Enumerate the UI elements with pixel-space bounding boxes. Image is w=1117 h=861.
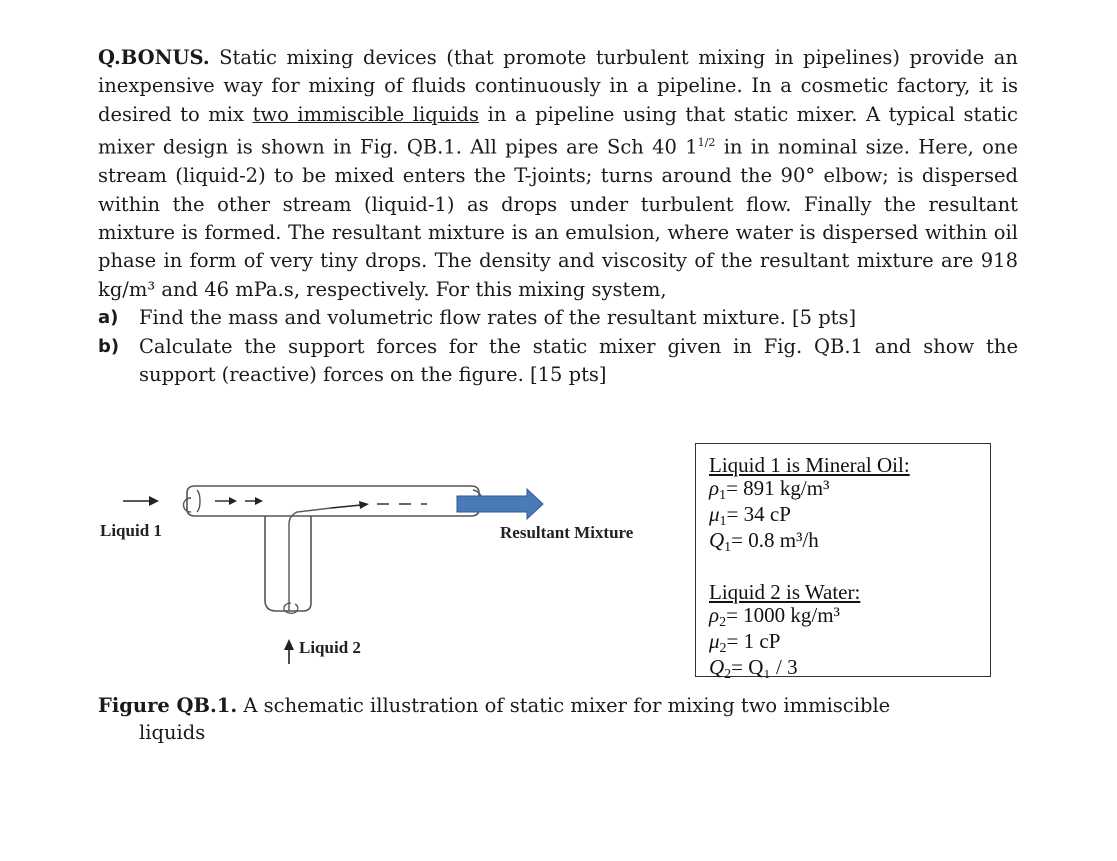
sub-question-label: a) — [98, 307, 119, 329]
sub-question-a — [98, 304, 1018, 332]
inlet-flange — [184, 490, 201, 512]
sub-question-b — [98, 333, 1018, 390]
internal-flow-arrow — [215, 497, 237, 505]
liquid2-label: Liquid 2 — [299, 638, 361, 657]
sub-question-text: Find the mass and volumetric flow rates of the resultant mixture. [5 pts] — [139, 306, 857, 330]
intro-text-1: Static mixing devices (that promote turbulent mixing in pipelines) provide an inexpensive way for mixing of fluids continuously in a pipeline. In a cosmetic factory, it is desired to mix — [98, 46, 1018, 126]
problem-statement — [98, 44, 1018, 389]
intro-text-3: in in nominal size. Here, one stream (liquid-2) to be mixed enters the T-joints; turns around the 90° elbow; is dispersed within the other stream (liquid-1) as drops under turbulent flow. Finally the resultant mixture is formed. The resultant mixture is an emulsion, where water is dispersed within oil phase in form of very tiny drops. The density and viscosity of the resultant mixture are 918 kg/m³ and 46 mPa.s, respectively. For this mixing system, — [98, 135, 1018, 301]
caption-text: A schematic illustration of static mixer for mixing two immiscible — [237, 694, 891, 717]
resultant-mixture-arrow — [457, 489, 543, 519]
liquid1-heading: Liquid 1 is Mineral Oil: — [709, 453, 910, 477]
caption-continuation: liquids — [139, 721, 206, 744]
sub-question-text: Calculate the support forces for the static mixer given in Fig. QB.1 and show the support (reactive) forces on the figure. [15 pts] — [139, 334, 1018, 386]
liquid1-label: Liquid 1 — [100, 521, 162, 540]
question-tag: Q.BONUS. — [98, 46, 210, 69]
liquid2-flowrate: Q 2 = Q₁ / 3 — [709, 655, 798, 682]
problem-paragraph — [98, 44, 1018, 304]
pipe-size-fraction: 1/2 — [697, 136, 716, 150]
figure-caption — [98, 692, 1018, 746]
inner-elbow-pipe — [289, 508, 331, 611]
mixer-schematic — [95, 440, 665, 670]
tee-branch-pipe — [265, 516, 311, 611]
liquid1-flowrate: Q 1 = 0.8 m³/h — [709, 528, 819, 555]
liquid1-inlet-arrow — [123, 496, 159, 506]
internal-flow-arrow — [245, 497, 263, 505]
caption-tag: Figure QB.1. — [98, 694, 238, 717]
static-mixer-diagram — [95, 440, 665, 670]
liquid2-inlet-arrow — [284, 639, 294, 664]
liquid1-density: ρ 1 = 891 kg/m³ — [709, 476, 830, 503]
outlet-label: Resultant Mixture — [500, 523, 634, 542]
liquid2-viscosity: μ 2 = 1 cP — [709, 629, 781, 656]
liquid1-viscosity: μ 1 = 34 cP — [709, 502, 791, 529]
fluid-properties-box — [695, 443, 991, 682]
internal-flow-arrow — [331, 501, 369, 509]
liquid2-density: ρ 2 = 1000 kg/m³ — [709, 603, 840, 630]
sub-question-label: b) — [98, 335, 120, 357]
intro-text-2: in a pipeline using that static mixer. A typical static mixer design is shown in Fig. QB.1. All pipes are Sch 40 1 — [98, 102, 1018, 159]
sub-question-list — [98, 304, 1018, 389]
underlined-phrase: two immiscible liquids — [252, 102, 480, 126]
liquid2-heading: Liquid 2 is Water: — [709, 580, 861, 604]
